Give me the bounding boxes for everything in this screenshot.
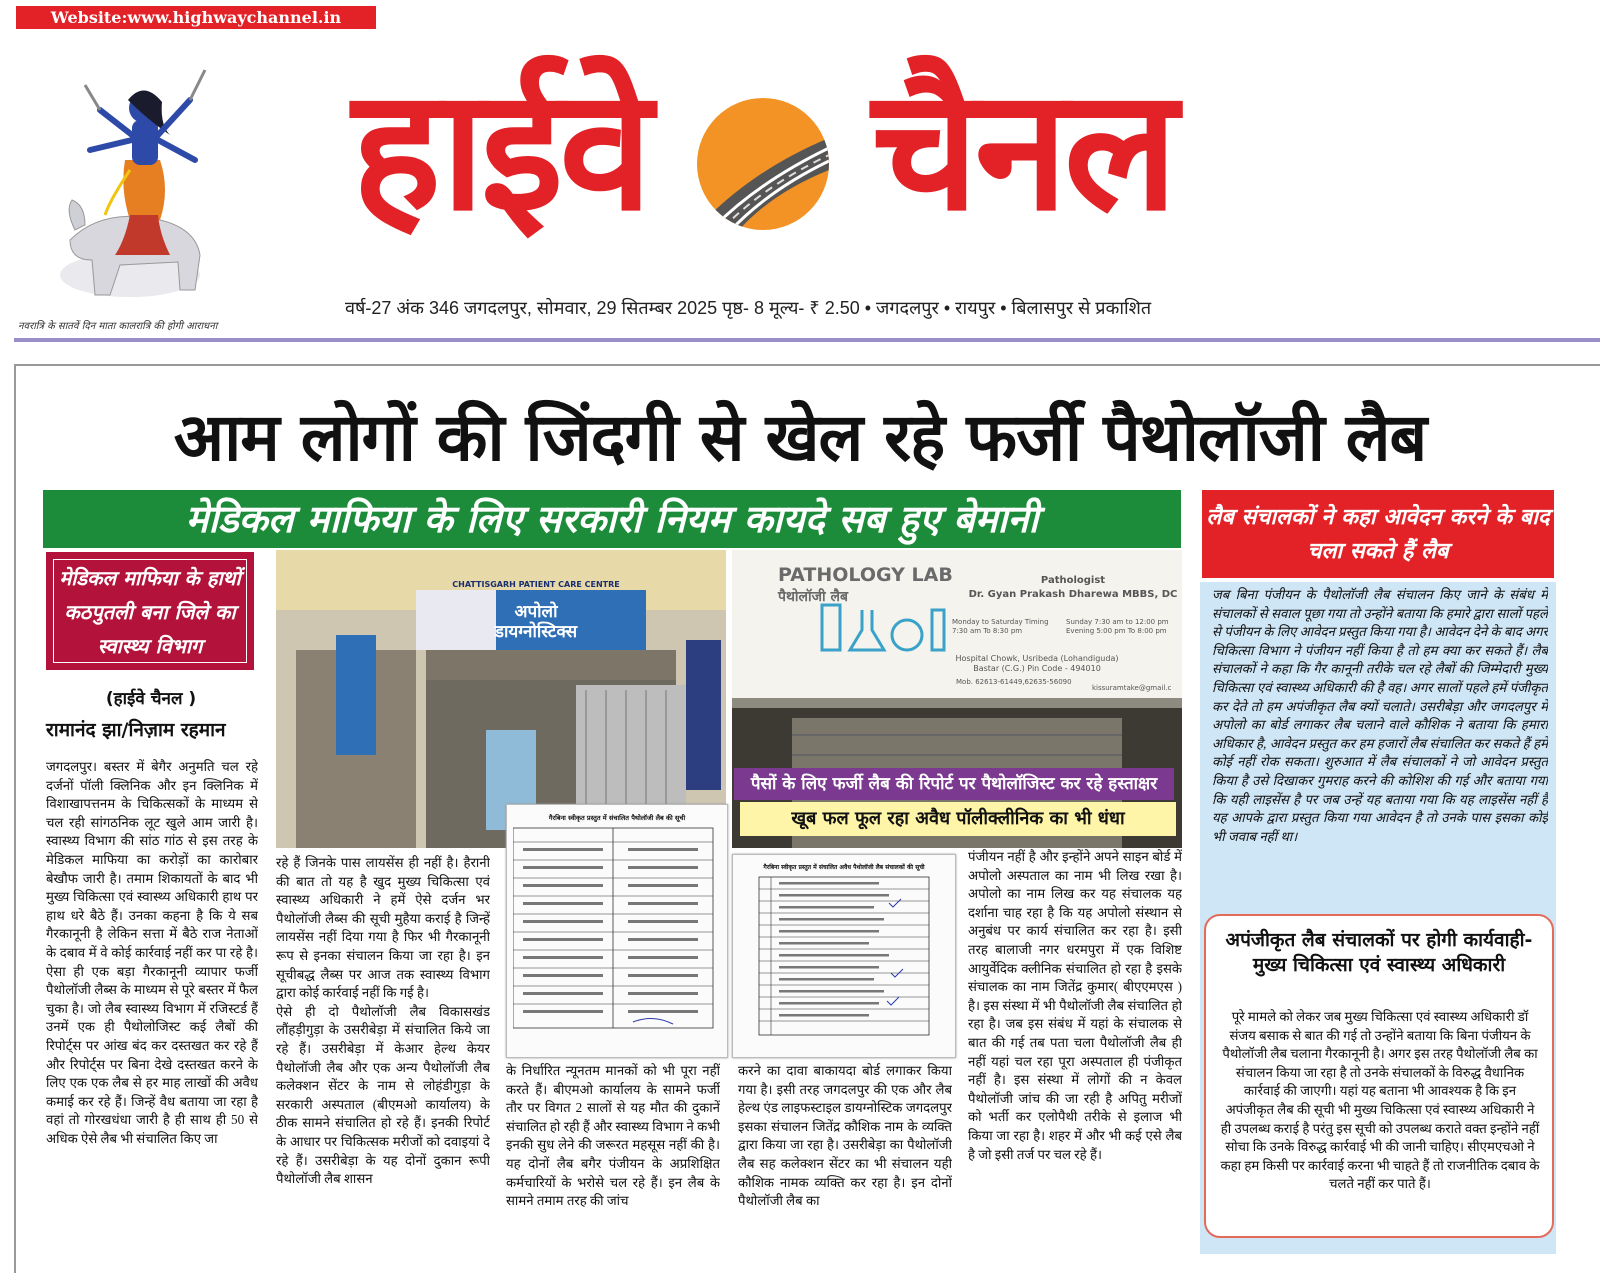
article-column-4: करने का दावा बाकायदा बोर्ड लगाकर किया गया है। इसी तरह जगदलपुर की एक और लैब हेल्थ एंड लाइफस्टाइल डायग्नोस्टिक जगदलपुर इसका संचालन जितेंद्र कौशिक नाम के व्यक्ति द्वारा किया जा रहा है। उसरीबेड़ा का पैथोलॉजी लैब सह कलेक्शन सेंटर का भी संचालन यही कौशिक नामक व्यक्ति कर रहा है। इन दोनों पैथोलॉजी लैब का bbox=[738, 1063, 952, 1209]
article-column-5: पंजीयन नहीं है और इन्होंने अपने साइन बोर्ड में अपोलो अस्पताल का नाम भी लिख रखा है। अपोलो का नाम लिख कर यह संचालक यह दर्शाना चाह रहा है कि यह अपोलो संस्थान से अनुबंध पर कार्य संचालित कर रहा है। इसी तरह बालाजी नगर धरमपुरा में एक विशिष्ट आयुर्वेदिक क्लीनिक संचालित हो रहा है इसके संचालक का नाम जितेंद्र कुमार( बीएएमएस ) है। इस संस्था में भी पैथोलॉजी लैब संचालित हो रहा है। जब इस संबंध में यहां के संचालक से बात की गई तब पता चला पैथोलॉजी लैब ही नहीं यहां चल रहा पूरा अस्पताल ही पंजीकृत नहीं है। इस संस्था में लोगों की न केवल पैथोलॉजी जांच की जा रही है अपितु मरीजों को भर्ती कर एलोपैथी तरीके से इलाज भी किया जा रहा है। शहर में और भी कई एसे लैब है जो इसी तर्ज पर चल रहे हैं। bbox=[968, 849, 1182, 1162]
clinic-sign-line2: डायग्नोस्टिक्स bbox=[494, 622, 578, 642]
doc1-title: गैरबिना स्वीकृत प्रस्तुत में संचालित पैथोलॉजी लैब की सूची bbox=[548, 814, 686, 822]
photo-caption-yellow: खूब फल फूल रहा अवैध पॉलीक्लीनिक का भी धंधा bbox=[740, 802, 1176, 836]
masthead-word-left: हाईवे bbox=[352, 52, 649, 248]
article-column-1: जगदलपुर। बस्तर में बेगैर अनुमति चल रहे दर्जनों पॉली क्लिनिक और इन क्लिनिक में विशाखापत्तनम के चिकित्सकों के माध्यम से चल रही सांगठनिक लूट खुले आम जारी है। स्वास्थ्य विभाग की सांठ गांठ से इस तरह के मेडिकल माफिया का करोड़ों का कारोबार बेखौफ जारी है। तमाम शिकायतों के बाद भी मुख्य चिकित्सा एवं स्वास्थ्य अधिकारी हाथ पर हाथ धरे बैठे हैं। उनका कहना है कि ये सब गैरकानूनी है लेकिन सत्ता में बैठे राज नेताओं के दबाव में वे कोई कार्रवाई नहीं कर पा रहे है। ऐसा ही एक बड़ा गैरकानूनी व्यापार फर्जी पैथोलॉजी लैब्स के माध्यम से पूरे बस्तर में फैल चुका है। जो लैब स्वास्थ्य विभाग में रजिस्टर्ड हैं उनमें एक ही पैथोलोजिस्ट कई लैबों की रिपोर्ट्स पर आंख बंद कर दस्तखत कर रहे हैं और रिपोर्ट्स पर बिना देखे दस्तखत करने के लिए एक एक लैब से हर माह लाखों की अवैध कमाई कर रहे हैं। जिन्हें वैध बताया जा रहा है वहां तो गोरखधंधा जारी है ही साथ ही 50 से अधिक ऐसे लैब भी संचालित किए जा bbox=[46, 759, 258, 1146]
article-column-2: रहे हैं जिनके पास लायसेंस ही नहीं है। हैरानी की बात तो यह है खुद मुख्य चिकित्सा एवं स्वास्थ्य अधिकारी ने हमें ऐसे दर्जन भर पैथोलॉजी लैब्स की सूची मुहैया कराई है जिन्हें लायसेंस नहीं दिया गया है फिर भी गैरकानूनी रूप से इनका संचालन किया जा रहा है। इन सूचीबद्ध लैब्स पर आज तक स्वास्थ्य विभाग द्वारा कोई कार्रवाई नहीं कि गई है। ऐसे ही दो पैथोलॉजी लैब विकासखंड लौंहड़ीगुड़ा के उसरीबेड़ा में संचालित किये जा रहे हैं। उसरीबेड़ा में केआर हेल्थ केयर पैथोलॉजी लैब और एक अन्य पैथोलॉजी लैब कलेक्शन सेंटर के नाम से लोहंडीगुड़ा के सरकारी अस्पताल (बीएमओ कार्यालय) के ठीक सामने संचालित हो रहे हैं। इनकी रिपोर्ट के आधार पर चिकित्सक मरीजों को दवाइयां दे रहे हैं। उसरीबेड़ा के यह दोनों दुकान रूपी पैथोलॉजी लैब शासन bbox=[276, 855, 490, 1187]
masthead-word-right: चैनल bbox=[872, 52, 1174, 248]
cmho-inset-text: पूरे मामले को लेकर जब मुख्य चिकित्सा एवं स्वास्थ्य अधिकारी डॉ संजय बसाक से बात की गई तो उन्होंने बताया कि बिना पंजीयन के पैथोलॉजी लैब चलाना गैरकानूनी है। अगर इस तरह पैथोलॉजी लैब का संचालन किया जा रहा है तो उनके संचालकों के विरुद्ध वैधानिक कार्रवाई की जाएगी। यहां यह बताना भी आवश्यक है कि इन अपंजीकृत लैब की सूची भी मुख्य चिकित्सा एवं स्वास्थ्य अधिकारी ने ही उपलब्ध कराई है परंतु इस सूची को उपलब्ध कराते वक्त इन्होंने नहीं सोचा कि उनके विरुद्ध कार्रवाई भी की जानी चाहिए। सीएमएचओ ने कहा हम किसी पर कार्रवाई करना भी चाहते हैं तो राजनीतिक दबाव के चलते नहीं कर पाते हैं। bbox=[1220, 1009, 1540, 1192]
pathology-sign-title-hindi: पैथोलॉजी लैब bbox=[778, 589, 849, 605]
clinic-sign-line1: अपोलो bbox=[514, 602, 558, 622]
cmho-inset-title: अपंजीकृत लैब संचालकों पर होगी कार्यवाही- मुख्य चिकित्सा एवं स्वास्थ्य अधिकारी bbox=[1225, 929, 1533, 976]
byline-authors: रामानंद झा/निज़ाम रहमान bbox=[46, 719, 226, 741]
dateline: वर्ष-27 अंक 346 जगदलपुर, सोमवार, 29 सितम्बर 2025 पृष्ठ- 8 मूल्य- ₹ 2.50 • जगदलपुर • रायपुर • बिलासपुर से प्रकाशित bbox=[345, 298, 1152, 318]
right-panel-heading: लैब संचालकों ने कहा आवेदन करने के बाद चला सकते हैं लैब bbox=[1202, 490, 1554, 578]
sidebox-text: मेडिकल माफिया के हाथों कठपुतली बना जिले का स्वास्थ्य विभाग bbox=[59, 566, 241, 658]
sidebox-heading bbox=[46, 552, 254, 670]
byline-source: (हाईवे चैनल ) bbox=[105, 689, 197, 709]
pathology-sign-mobile: Mob. 62613-61449,62635-56090 bbox=[956, 678, 1072, 686]
pathology-sign-doctor: Dr. Gyan Prakash Dharewa MBBS, DC bbox=[968, 589, 1178, 600]
pathology-sign-address: Hospital Chowk, Usribeda (Lohandiguda) Bastar (C.G.) Pin Code - 494010 bbox=[955, 654, 1119, 673]
pathology-sign-timing2: Sunday 7:30 am to 12:00 pm Evening 5:00 pm To 8:00 pm bbox=[1066, 618, 1169, 635]
clinic-sign-top: CHATTISGARH PATIENT CARE CENTRE bbox=[452, 580, 620, 589]
article-column-3: के निर्धारित न्यूनतम मानकों को भी पूरा नहीं करते हैं। बीएमओ कार्यालय के सामने फर्जी तौर पर विगत 2 सालों से यह मौत की दुकानें संचालित हो रही हैं और स्वास्थ्य विभाग ने कभी इनकी सुध लेने की जरूरत महसूस नहीं की है। यह दोनों लैब बगैर पंजीयन के अप्रशिक्षित कर्मचारियों के भरोसे चल रहे हैं। इन लैब के सामने तमाम तरह की जांच bbox=[506, 1063, 720, 1209]
website-banner: Website:www.highwaychannel.in bbox=[16, 6, 376, 29]
right-panel-text: जब बिना पंजीयन के पैथोलॉजी लैब संचालन किए जाने के संबंध में संचालकों से सवाल पूछा गया तो उन्होंने बताया कि हमारे द्वारा सालों पहले से पंजीयन के लिए आवेदन प्रस्तुत किया गया है। आवेदन देने के बाद अगर चिकित्सा विभाग ने पंजीयन नहीं किया है तो हम क्या कर सकते हैं। लैब संचालकों ने कहा कि गैर कानूनी तरीके चल रहे लैबों की जिम्मेदारी मुख्य चिकित्सा एवं स्वास्थ्य अधिकारी की है वह। अगर सालों पहले हमें पंजीकृत कर देते तो हम अपंजीकृत लैब क्यों चलाते। उसरीबेड़ा और जगदलपुर में अपोलो का बोर्ड लगाकर लैब चलाने वाले कौशिक ने बताया कि हमारा अधिकार है, आवेदन प्रस्तुत कर हम हजारों लैब संचालित कर सकते हैं हमें कोई नहीं रोक सकता। शुरुआत में लैब संचालकों ने जो आवेदन प्रस्तुत किया है उसे दिखाकर गुमराह करने की कोशिश की गई और बताया गया कि यही लाइसेंस है पर जब उन्हें यह बताया गया कि यह लाइसेंस नहीं है यह आपके द्वारा प्रस्तुत किया गया आवेदन है तो उनके पास इसका कोई भी जवाब नहीं था। bbox=[1212, 587, 1548, 844]
goddess-caption: नवरात्रि के सातवें दिन माता कालरात्रि की होगी आराधना bbox=[18, 321, 218, 332]
pathology-sign-role: Pathologist bbox=[1040, 575, 1106, 586]
header-divider bbox=[14, 338, 1600, 342]
goddess-illustration bbox=[30, 40, 230, 310]
main-headline: आम लोगों की जिंदगी से खेल रहे फर्जी पैथोलॉजी लैब bbox=[173, 399, 1427, 476]
subheadline-banner: मेडिकल माफिया के लिए सरकारी नियम कायदे सब हुए बेमानी bbox=[43, 490, 1181, 548]
pathology-sign-title: PATHOLOGY LAB bbox=[778, 564, 953, 586]
lab-list-document-1 bbox=[506, 804, 728, 1058]
doc2-title: गैरबिना स्वीकृत प्रस्तुत में संचालित अवैध पैथोलॉजी लैब संचालकों की सूची bbox=[763, 864, 925, 871]
pathology-sign-timing1: Monday to Saturday Timing 7:30 am To 8:30 pm bbox=[952, 618, 1049, 635]
photo-caption-purple: पैसों के लिए फर्जी लैब की रिपोर्ट पर पैथोलॉजिस्ट कर रहे हस्ताक्षर bbox=[734, 768, 1174, 800]
masthead bbox=[352, 40, 1252, 270]
road-logo-icon bbox=[697, 98, 829, 230]
pathology-sign-email: kissuramtake@gmail.c bbox=[1092, 684, 1172, 692]
cmho-inset-box bbox=[1204, 914, 1554, 1238]
lab-list-document-2 bbox=[732, 854, 956, 1058]
